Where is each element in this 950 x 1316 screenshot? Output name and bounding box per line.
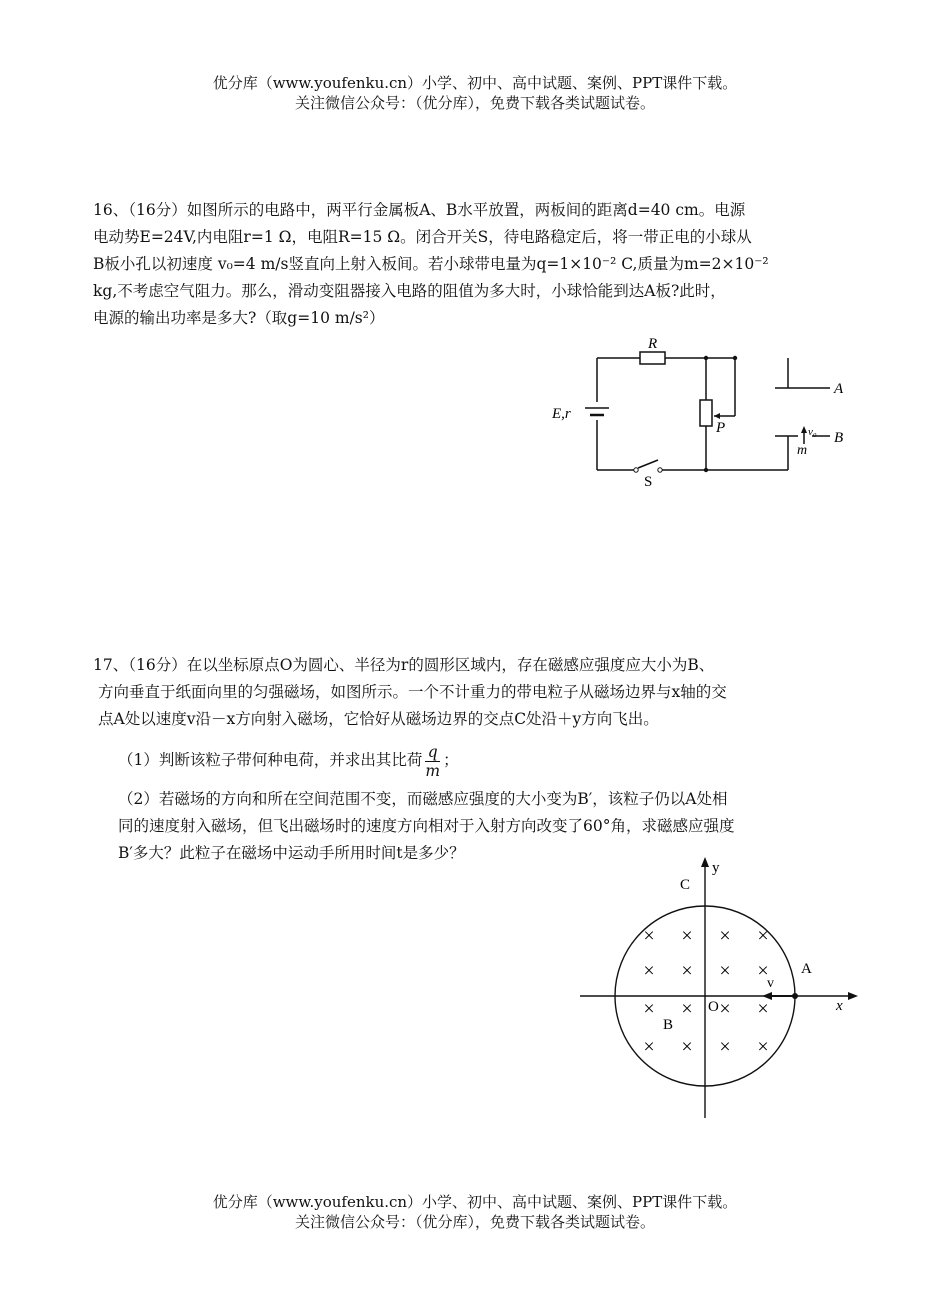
fraction-denominator: m xyxy=(425,761,441,780)
q16-line: B板小孔以初速度 v₀=4 m/s竖直向上射入板间。若小球带电量为q=1×10⁻² C,质量为m=2×10⁻² xyxy=(93,255,769,273)
field-cross: × xyxy=(719,998,731,1020)
field-cross: × xyxy=(757,1036,769,1058)
label-A: A xyxy=(834,381,844,397)
field-cross: × xyxy=(757,925,769,947)
field-cross: × xyxy=(643,925,655,947)
q17-part1-end: ； xyxy=(443,751,459,769)
q17-part2-line: 同的速度射入磁场，但飞出磁场时的速度方向相对于入射方向改变了60°角，求磁感应强度 xyxy=(118,817,735,835)
magnetic-field-diagram xyxy=(575,855,865,1125)
header-line-2: 关注微信公众号：（优分库），免费下载各类试题试卷。 xyxy=(294,94,655,112)
field-cross: × xyxy=(681,960,693,982)
label-C: C xyxy=(680,877,691,893)
resistor-R xyxy=(640,352,665,364)
field-cross: × xyxy=(681,998,693,1020)
field-cross: × xyxy=(719,1036,731,1058)
label-m: m xyxy=(797,443,808,458)
q16-line: 电动势E=24V,内电阻r=1 Ω，电阻R=15 Ω。闭合开关S，待电路稳定后，将一带正电的小球从 xyxy=(93,228,752,246)
page-header xyxy=(0,73,950,113)
footer-line-2: 关注微信公众号：（优分库），免费下载各类试题试卷。 xyxy=(294,1213,655,1231)
field-cross: × xyxy=(681,925,693,947)
header-line-1: 优分库（www.youfenku.cn）小学、初中、高中试题、案例、PPT课件下载。 xyxy=(212,74,738,92)
q16-line: 电源的输出功率是多大?（取g=10 m/s²） xyxy=(93,309,385,327)
label-v: v xyxy=(767,976,774,991)
field-cross: × xyxy=(757,998,769,1020)
q17-part-1 xyxy=(118,740,853,780)
question-16-text xyxy=(93,197,853,332)
label-B: B xyxy=(834,430,844,446)
label-B: B xyxy=(663,1017,674,1033)
page-footer xyxy=(0,1192,950,1232)
field-cross: × xyxy=(643,998,655,1020)
label-S: S xyxy=(644,474,653,490)
field-cross: × xyxy=(719,960,731,982)
q16-line: 16、（16分）如图所示的电路中，两平行金属板A、B水平放置，两板间的距离d=40 cm。电源 xyxy=(93,201,746,219)
field-cross: × xyxy=(757,960,769,982)
label-x: x xyxy=(836,998,843,1014)
rheostat xyxy=(700,400,712,426)
label-O: O xyxy=(708,999,719,1015)
charge-mass-fraction xyxy=(425,743,440,780)
label-y: y xyxy=(712,860,720,876)
label-v0: v₀ xyxy=(808,426,817,438)
label-Er: E,r xyxy=(552,406,571,422)
q17-part1-text: （1）判断该粒子带何种电荷，并求出其比荷 xyxy=(118,751,423,769)
field-cross: × xyxy=(681,1036,693,1058)
field-cross: × xyxy=(719,925,731,947)
label-R: R xyxy=(648,336,658,352)
q17-part2-line: B′多大？此粒子在磁场中运动手所用时间t是多少？ xyxy=(118,844,465,862)
switch-S xyxy=(638,460,658,468)
label-A: A xyxy=(801,961,812,977)
fraction-numerator: q xyxy=(425,743,440,762)
field-cross: × xyxy=(643,960,655,982)
circuit-diagram xyxy=(545,330,865,495)
field-cross: × xyxy=(643,1036,655,1058)
footer-line-1: 优分库（www.youfenku.cn）小学、初中、高中试题、案例、PPT课件下载。 xyxy=(212,1193,738,1211)
point-A xyxy=(792,993,798,999)
label-P: P xyxy=(716,420,726,436)
q17-line: 点A处以速度v沿－x方向射入磁场，它恰好从磁场边界的交点C处沿＋y方向飞出。 xyxy=(98,710,659,728)
question-17-text xyxy=(93,652,853,733)
q17-line: 方向垂直于纸面向里的匀强磁场，如图所示。一个不计重力的带电粒子从磁场边界与x轴的交 xyxy=(98,683,727,701)
q17-part2-line: （2）若磁场的方向和所在空间范围不变，而磁感应强度的大小变为B′，该粒子仍以A处相 xyxy=(118,790,728,808)
q16-line: kg,不考虑空气阻力。那么，滑动变阻器接入电路的阻值为多大时，小球恰能到达A板?此时， xyxy=(93,282,726,300)
q17-line: 17、（16分）在以坐标原点O为圆心、半径为r的圆形区域内，存在磁感应强度应大小为B、 xyxy=(93,656,715,674)
